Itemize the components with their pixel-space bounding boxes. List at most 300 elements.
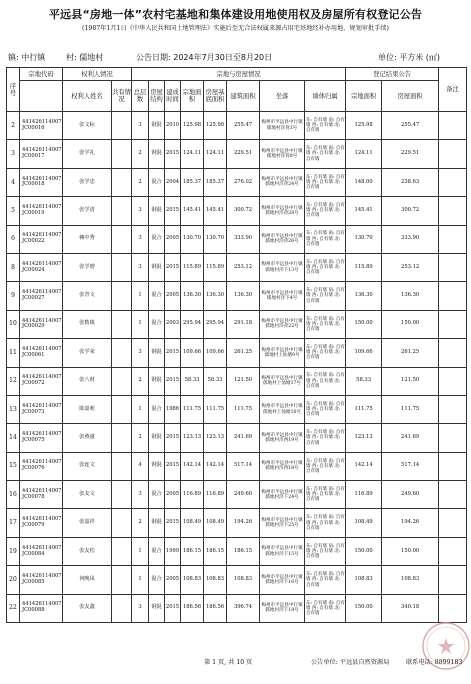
table-row [7,566,467,594]
row-result-land: 150.00 [346,310,382,338]
row-base-area: 108.83 [204,566,227,594]
row-building-area: 396.74 [227,594,260,622]
row-base-area: 142.14 [204,452,227,480]
row-name: 张友鑫 [63,594,112,622]
row-floors: 3 [132,481,149,509]
page-subtitle: (1987年1月1日《中华人民共和国土地管理法》实施后至无合法权属来源占用宅基地经补办用地、规划审批手续) [82,25,389,32]
row-result-house: 194.26 [382,509,439,537]
row-land-code-line1: 441426114007 [22,374,62,381]
row-built-year: 2015 [165,339,181,367]
row-result-house: 108.83 [382,566,439,594]
footer-unit: 公告单位: 平远县自然资源局 [311,659,390,666]
row-location: 梅州市平远县中行镇儒地村洋背3号 [260,112,305,140]
row-location: 梅州市平远县中行镇儒地村洋背28号 [260,197,305,225]
row-coowner [112,253,132,281]
town-label: 镇: 中行镇 [8,53,46,62]
row-location: 梅州市平远县中行镇儒地村洋下4号 [260,282,305,310]
row-structure: 钢混 [149,509,165,537]
row-coowner [112,112,132,140]
row-result-land: 145.41 [346,197,382,225]
row-land-code-line1: 441426114007 [22,402,62,409]
row-coowner [112,481,132,509]
row-land-code-line2: JC00075 [22,436,45,443]
row-location: 梅州市平远县中行镇儒地村洋西18号 [260,452,305,480]
row-name: 赖中秀 [63,225,112,253]
row-remark [439,168,467,196]
row-land-code [20,452,63,480]
row-boundary: 东: 自有墙 南: 自有墙 西: 自有墙 北: 自有墙 [305,339,346,367]
row-boundary: 东: 自有墙 南: 自有墙 西: 自有墙 北: 自有墙 [305,424,346,452]
row-base-area: 185.37 [204,168,227,196]
row-built-year: 2015 [165,452,181,480]
row-result-house: 300.72 [382,197,439,225]
row-land-code-line1: 441426114007 [22,317,62,324]
row-land-area: 142.14 [181,452,204,480]
row-land-area: 295.94 [181,310,204,338]
row-boundary: 东: 自有墙 南: 自有墙 西: 自有墙 北: 自有墙 [305,140,346,168]
row-name: 张文标 [63,112,112,140]
row-remark [439,395,467,423]
row-land-area: 186.15 [181,537,204,565]
header-remark: 备注 [439,68,467,112]
row-land-code-line1: 441426114007 [22,345,62,352]
row-floors: 1 [132,310,149,338]
row-name: 陈韶莉 [63,395,112,423]
row-land-code-line2: JC00061 [22,351,45,358]
row-coowner [112,168,132,196]
row-land-area: 185.37 [181,168,204,196]
row-land-code-line1: 441426114007 [22,289,62,296]
row-boundary: 东: 自有墙 南: 自有墙 西: 自有墙 北: 自有墙 [305,452,346,480]
row-floors: 2 [132,140,149,168]
row-boundary: 东: 自有墙 南: 自有墙 西: 自有墙 北: 自有墙 [305,253,346,281]
row-land-code-line1: 441426114007 [22,544,62,551]
row-result-house: 333.90 [382,225,439,253]
row-result-house: 238.63 [382,168,439,196]
row-location: 梅州市平远县中行镇儒地村洋背22号 [260,310,305,338]
row-structure: 钢混 [149,140,165,168]
row-coowner [112,509,132,537]
row-floors: 2 [132,424,149,452]
row-base-area: 111.75 [204,395,227,423]
row-coowner [112,339,132,367]
row-location: 梅州市平远县中行镇儒地村洋下13号 [260,253,305,281]
row-result-land: 116.89 [346,481,382,509]
row-boundary: 东: 自有墙 南: 自有墙 西: 自有墙 北: 自有墙 [305,594,346,622]
row-name: 张燕盛 [63,424,112,452]
row-name: 张连文 [63,452,112,480]
table-row [7,140,467,168]
header-location: 坐落 [260,81,305,112]
table-row [7,282,467,310]
row-base-area: 130.70 [204,225,227,253]
row-result-land: 108.83 [346,566,382,594]
row-land-code [20,594,63,622]
row-location: 梅州市平远县中行镇儒地村洋下24号 [260,481,305,509]
row-land-area: 145.41 [181,197,204,225]
row-building-area: 229.51 [227,140,260,168]
header-name: 权利人姓名 [63,81,112,112]
row-remark [439,594,467,622]
row-base-area: 108.49 [204,509,227,537]
row-floors: 3 [132,225,149,253]
row-building-area: 276.02 [227,168,260,196]
row-land-code [20,367,63,395]
row-location: 梅州市平远县中行镇儒地村上仙塘9号 [260,339,305,367]
row-building-area: 111.75 [227,395,260,423]
row-name: 张八财 [63,367,112,395]
row-remark [439,253,467,281]
row-seq: 3 [7,140,20,168]
row-seq: 17 [7,509,20,537]
registration-table [6,67,467,623]
row-remark [439,424,467,452]
header-base-area: 房屋基底面积 [204,81,227,112]
row-land-area: 116.89 [181,481,204,509]
row-coowner [112,537,132,565]
row-result-house: 121.50 [382,367,439,395]
row-land-code-line2: JC00029 [22,323,45,330]
row-base-area: 115.89 [204,253,227,281]
row-result-land: 142.14 [346,452,382,480]
row-coowner [112,395,132,423]
row-name: 张学荣 [63,339,112,367]
row-built-year: 2003 [165,310,181,338]
row-seq: 11 [7,339,20,367]
row-result-land: 58.33 [346,367,382,395]
row-seq: 5 [7,197,20,225]
row-remark [439,225,467,253]
row-building-area: 255.47 [227,112,260,140]
row-land-area: 186.56 [181,594,204,622]
row-result-land: 125.98 [346,112,382,140]
row-built-year: 2015 [165,424,181,452]
header-code-blank [20,81,63,112]
row-result-house: 111.75 [382,395,439,423]
row-building-area: 253.12 [227,253,260,281]
row-land-code [20,112,63,140]
row-land-code-line1: 441426114007 [22,232,62,239]
row-land-code-line1: 441426114007 [22,601,62,608]
row-structure: 钢混 [149,367,165,395]
row-built-year: 2010 [165,112,181,140]
row-land-code-line1: 441426114007 [22,573,62,580]
row-boundary: 东: 自有墙 南: 自有墙 西: 自有墙 北: 自有墙 [305,481,346,509]
row-building-area: 121.50 [227,367,260,395]
table-row [7,339,467,367]
page-number: 第 1 页, 共 10 页 [204,659,253,666]
row-land-area: 124.11 [181,140,204,168]
row-land-code-line2: JC00073 [22,408,45,415]
row-seq: 8 [7,253,20,281]
row-floors: 3 [132,112,149,140]
row-floors: 3 [132,594,149,622]
header-code: 宗地代码 [20,68,63,81]
table-row [7,509,467,537]
row-coowner [112,594,132,622]
row-built-year: 2005 [165,481,181,509]
row-land-code [20,140,63,168]
row-floors: 1 [132,282,149,310]
row-base-area: 295.94 [204,310,227,338]
row-land-code-line2: JC00085 [22,578,45,585]
row-name: 张学礼 [63,140,112,168]
row-boundary: 东: 自有墙 南: 自有墙 西: 自有墙 北: 自有墙 [305,566,346,594]
row-coowner [112,367,132,395]
row-built-year: 2015 [165,367,181,395]
row-seq: 4 [7,168,20,196]
row-remark [439,197,467,225]
row-built-year: 2004 [165,168,181,196]
row-structure: 混合 [149,225,165,253]
row-result-house: 150.00 [382,537,439,565]
info-bar [8,52,463,64]
row-boundary: 东: 自有墙 南: 自有墙 西: 自有墙 北: 自有墙 [305,168,346,196]
row-building-area: 333.90 [227,225,260,253]
page-title: 平远县“房地一体”农村宅基地和集体建设用地使用权及房屋所有权登记公告 [48,8,423,21]
row-coowner [112,566,132,594]
row-coowner [112,282,132,310]
table-row [7,168,467,196]
row-land-code-line2: JC00019 [22,209,45,216]
row-land-code-line2: JC00024 [22,266,45,273]
row-name: 张青文 [63,282,112,310]
row-building-area: 249.60 [227,481,260,509]
row-coowner [112,424,132,452]
header-floors: 总层数 [132,81,149,112]
header-coowner: 共有情况 [112,81,132,112]
row-location: 梅州市平远县中行镇儒地村洋西19号 [260,424,305,452]
row-floors: 3 [132,197,149,225]
row-structure: 混合 [149,168,165,196]
row-land-area: 108.83 [181,566,204,594]
row-boundary: 东: 自有墙 南: 自有墙 西: 自有墙 北: 自有墙 [305,112,346,140]
row-structure: 混合 [149,310,165,338]
row-land-code-line2: JC00017 [22,153,45,160]
row-structure: 钢混 [149,253,165,281]
row-result-land: 123.13 [346,424,382,452]
row-land-area: 130.70 [181,225,204,253]
row-land-code [20,197,63,225]
row-result-land: 150.00 [346,537,382,565]
row-result-house: 249.60 [382,481,439,509]
village-label: 村: 儒地村 [66,53,104,62]
table-row [7,594,467,622]
row-coowner [112,452,132,480]
row-land-code [20,509,63,537]
row-built-year: 1986 [165,395,181,423]
row-location: 梅州市平远县中行镇儒地村洋下25号 [260,509,305,537]
row-result-land: 108.49 [346,509,382,537]
row-land-code [20,168,63,196]
row-remark [439,282,467,310]
footer-phone: 联系电话: 8899183 [406,659,463,666]
header-result-group: 登记结果公告 [346,68,439,81]
row-structure: 混合 [149,481,165,509]
row-seq: 12 [7,367,20,395]
row-land-code-line1: 441426114007 [22,260,62,267]
row-land-area: 108.49 [181,509,204,537]
row-land-code [20,339,63,367]
row-result-house: 340.18 [382,594,439,622]
row-remark [439,452,467,480]
row-name: 张友文 [63,481,112,509]
row-remark [439,481,467,509]
row-remark [439,509,467,537]
row-name: 张学忠 [63,168,112,196]
row-result-house: 150.00 [382,310,439,338]
row-land-code [20,537,63,565]
row-land-code-line2: JC00027 [22,295,45,302]
table-row [7,481,467,509]
row-base-area: 136.30 [204,282,227,310]
row-building-area: 186.15 [227,537,260,565]
row-boundary: 东: 自有墙 南: 自有墙 西: 自有墙 北: 自有墙 [305,537,346,565]
row-building-area: 136.30 [227,282,260,310]
row-result-house: 517.14 [382,452,439,480]
period-label: 公告日期: 2024年7月30日至8月20日 [136,53,273,62]
row-location: 梅州市平远县中行镇儒地村洋背26号 [260,225,305,253]
row-floors: 1 [132,537,149,565]
row-building-area: 241.69 [227,424,260,452]
row-building-area: 291.18 [227,310,260,338]
row-base-area: 186.15 [204,537,227,565]
row-structure: 钢混 [149,452,165,480]
row-result-house: 229.51 [382,140,439,168]
unit-label: 单位: 平方米 (㎡) [378,53,441,62]
row-land-code-line2: JC00016 [22,124,45,131]
row-structure: 钢混 [149,339,165,367]
row-result-house: 241.69 [382,424,439,452]
row-boundary: 东: 自有墙 南: 自有墙 西: 自有墙 北: 自有墙 [305,367,346,395]
row-result-land: 136.30 [346,282,382,310]
row-base-area: 145.41 [204,197,227,225]
row-land-code-line2: JC00076 [22,465,45,472]
table-row [7,253,467,281]
row-land-area: 111.75 [181,395,204,423]
header-result-land: 宗地面积 [346,81,382,112]
row-boundary: 东: 自有墙 南: 自有墙 西: 自有墙 北: 自有墙 [305,310,346,338]
row-land-code [20,424,63,452]
row-base-area: 124.11 [204,140,227,168]
row-building-area: 261.25 [227,339,260,367]
row-land-code-line1: 441426114007 [22,203,62,210]
row-land-code-line2: JC00084 [22,550,45,557]
table-row [7,367,467,395]
row-land-area: 125.98 [181,112,204,140]
row-name: 张数镇 [63,310,112,338]
row-building-area: 300.72 [227,197,260,225]
header-built-time: 建成时间 [165,81,181,112]
row-floors: 1 [132,566,149,594]
row-built-year: 2005 [165,282,181,310]
row-land-code [20,481,63,509]
row-result-house: 253.12 [382,253,439,281]
row-land-code-line2: JC00088 [22,607,45,614]
row-building-area: 194.26 [227,509,260,537]
row-land-code-line1: 441426114007 [22,175,62,182]
row-structure: 钢混 [149,112,165,140]
row-land-code-line1: 441426114007 [22,118,62,125]
row-seq: 13 [7,395,20,423]
row-result-land: 150.00 [346,594,382,622]
row-coowner [112,197,132,225]
row-building-area: 108.83 [227,566,260,594]
table-row [7,310,467,338]
row-land-code [20,225,63,253]
row-land-code [20,253,63,281]
row-built-year: 2015 [165,140,181,168]
row-floors: 1 [132,395,149,423]
row-result-house: 255.47 [382,112,439,140]
header-land-area: 宗地面积 [181,81,204,112]
row-built-year: 2015 [165,253,181,281]
row-remark [439,310,467,338]
row-land-code [20,395,63,423]
row-floors: 2 [132,168,149,196]
row-land-code-line1: 441426114007 [22,431,62,438]
table-row [7,197,467,225]
row-result-land: 115.89 [346,253,382,281]
row-remark [439,537,467,565]
row-built-year: 2005 [165,566,181,594]
row-land-code-line1: 441426114007 [22,487,62,494]
row-location: 梅州市平远县中行镇儒地村洋下15号 [260,537,305,565]
row-seq: 20 [7,566,20,594]
row-boundary: 东: 自有墙 南: 自有墙 西: 自有墙 北: 自有墙 [305,282,346,310]
table-row [7,225,467,253]
row-remark [439,566,467,594]
row-result-land: 130.70 [346,225,382,253]
row-land-area: 115.89 [181,253,204,281]
row-result-house: 261.25 [382,339,439,367]
row-structure: 混合 [149,282,165,310]
table-body [7,112,467,623]
row-built-year: 2015 [165,594,181,622]
row-boundary: 东: 自有墙 南: 自有墙 西: 自有墙 北: 自有墙 [305,395,346,423]
row-land-code [20,310,63,338]
row-name: 张学增 [63,253,112,281]
row-building-area: 517.14 [227,452,260,480]
row-land-code-line1: 441426114007 [22,147,62,154]
row-remark [439,339,467,367]
row-land-code-line2: JC00078 [22,493,45,500]
row-seq: 10 [7,310,20,338]
header-structure: 房屋结构 [149,81,165,112]
row-seq: 2 [7,112,20,140]
header-building-area: 建筑面积 [227,81,260,112]
row-location: 梅州市平远县中行镇儒地村洋背8号 [260,140,305,168]
row-land-code-line2: JC00079 [22,522,45,529]
row-land-code-line2: JC00022 [22,238,45,245]
row-result-house: 136.30 [382,282,439,310]
row-name: 张嘉祥 [63,509,112,537]
row-built-year: 2005 [165,225,181,253]
row-floors: 3 [132,253,149,281]
table-row [7,424,467,452]
row-result-land: 148.00 [346,168,382,196]
header-rights-group: 权利人情况 [63,68,132,81]
table-row [7,112,467,140]
row-floors: 3 [132,339,149,367]
row-location: 梅州市平远县中行镇儒地村洋下16号 [260,566,305,594]
row-land-code [20,282,63,310]
row-result-land: 111.75 [346,395,382,423]
row-land-area: 58.33 [181,367,204,395]
row-base-area: 125.98 [204,112,227,140]
row-land-code-line2: JC00072 [22,380,45,387]
row-coowner [112,310,132,338]
